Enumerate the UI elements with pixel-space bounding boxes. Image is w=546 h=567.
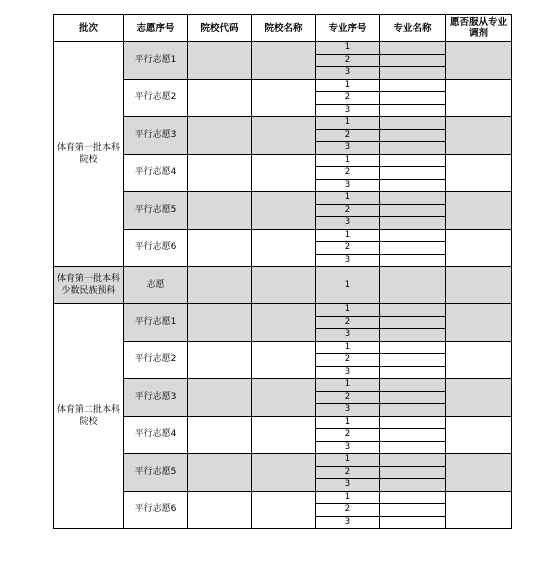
major-order-cell: 2	[316, 504, 380, 517]
batch-cell: 体育第一批本科院校	[54, 42, 124, 267]
major-name-cell[interactable]	[380, 304, 446, 317]
choice-label: 平行志愿3	[124, 379, 188, 417]
major-order-cell: 1	[316, 491, 380, 504]
choice-label: 平行志愿5	[124, 192, 188, 230]
major-name-cell[interactable]	[380, 316, 446, 329]
choice-label: 平行志愿6	[124, 491, 188, 529]
major-order-cell: 2	[316, 242, 380, 255]
school-code-cell[interactable]	[188, 42, 252, 80]
major-name-cell[interactable]	[380, 242, 446, 255]
major-order-cell: 1	[316, 454, 380, 467]
major-order-cell: 3	[316, 366, 380, 379]
major-order-cell: 3	[316, 217, 380, 230]
major-order-cell: 3	[316, 142, 380, 155]
choice-label: 平行志愿1	[124, 42, 188, 80]
major-name-cell[interactable]	[380, 42, 446, 55]
major-name-cell[interactable]	[380, 391, 446, 404]
major-order-cell: 2	[316, 316, 380, 329]
major-order-cell: 1	[316, 379, 380, 392]
major-name-cell[interactable]	[380, 404, 446, 417]
major-order-cell: 2	[316, 354, 380, 367]
school-name-cell[interactable]	[252, 117, 316, 155]
major-order-cell: 2	[316, 429, 380, 442]
major-order-cell: 1	[316, 229, 380, 242]
major-order-cell: 1	[316, 304, 380, 317]
major-name-cell[interactable]	[380, 92, 446, 105]
accept-adjustment-cell[interactable]	[446, 304, 512, 342]
accept-adjustment-cell[interactable]	[446, 192, 512, 230]
major-name-cell[interactable]	[380, 217, 446, 230]
choice-label: 平行志愿4	[124, 416, 188, 454]
accept-adjustment-cell[interactable]	[446, 341, 512, 379]
major-name-cell[interactable]	[380, 429, 446, 442]
major-name-cell[interactable]	[380, 329, 446, 342]
major-order-cell: 2	[316, 54, 380, 67]
major-name-cell[interactable]	[380, 204, 446, 217]
major-name-cell[interactable]	[380, 117, 446, 130]
header-school-name: 院校名称	[252, 15, 316, 42]
major-name-cell[interactable]	[380, 154, 446, 167]
major-order-cell: 2	[316, 466, 380, 479]
major-name-cell[interactable]	[380, 516, 446, 529]
major-name-cell[interactable]	[380, 379, 446, 392]
school-name-cell[interactable]	[252, 341, 316, 379]
school-code-cell[interactable]	[188, 154, 252, 192]
major-name-cell[interactable]	[380, 416, 446, 429]
school-code-cell[interactable]	[188, 491, 252, 529]
header-row	[54, 15, 512, 42]
accept-adjustment-cell[interactable]	[446, 117, 512, 155]
school-code-cell[interactable]	[188, 416, 252, 454]
school-code-cell[interactable]	[188, 192, 252, 230]
major-order-cell: 3	[316, 179, 380, 192]
major-name-cell[interactable]	[380, 142, 446, 155]
major-order-cell: 3	[316, 404, 380, 417]
school-name-cell[interactable]	[252, 416, 316, 454]
major-order-cell: 3	[316, 329, 380, 342]
header-accept-adjustment: 愿否服从专业调剂	[446, 15, 512, 42]
school-name-cell[interactable]	[252, 42, 316, 80]
major-name-cell[interactable]	[380, 466, 446, 479]
major-name-cell[interactable]	[380, 254, 446, 267]
major-order-cell: 1	[316, 42, 380, 55]
header-school-code: 院校代码	[188, 15, 252, 42]
school-name-cell[interactable]	[252, 192, 316, 230]
choice-label: 平行志愿2	[124, 79, 188, 117]
school-name-cell[interactable]	[252, 454, 316, 492]
table-row	[54, 267, 512, 304]
school-name-cell[interactable]	[252, 304, 316, 342]
accept-adjustment-cell[interactable]	[446, 229, 512, 267]
major-order-cell: 2	[316, 391, 380, 404]
batch-cell: 体育第二批本科院校	[54, 304, 124, 529]
major-name-cell[interactable]	[380, 441, 446, 454]
batch-cell: 体育第一批本科少数民族预科	[54, 267, 124, 304]
table-row	[54, 304, 512, 317]
school-code-cell[interactable]	[188, 379, 252, 417]
major-name-cell[interactable]	[380, 354, 446, 367]
major-order-cell: 3	[316, 254, 380, 267]
major-order-cell: 1	[316, 117, 380, 130]
school-code-cell[interactable]	[188, 117, 252, 155]
major-name-cell[interactable]	[380, 79, 446, 92]
accept-adjustment-cell[interactable]	[446, 416, 512, 454]
major-name-cell[interactable]	[380, 454, 446, 467]
major-name-cell[interactable]	[380, 491, 446, 504]
major-order-cell: 3	[316, 479, 380, 492]
major-order-cell: 1	[316, 192, 380, 205]
major-name-cell[interactable]	[380, 192, 446, 205]
school-name-cell[interactable]	[252, 229, 316, 267]
school-name-cell[interactable]	[252, 154, 316, 192]
school-code-cell[interactable]	[188, 304, 252, 342]
major-name-cell[interactable]	[380, 229, 446, 242]
accept-adjustment-cell[interactable]	[446, 454, 512, 492]
major-name-cell[interactable]	[380, 67, 446, 80]
major-order-cell: 2	[316, 92, 380, 105]
header-batch: 批次	[54, 15, 124, 42]
major-order-cell: 3	[316, 104, 380, 117]
major-name-cell[interactable]	[380, 366, 446, 379]
volunteer-form-table	[53, 14, 512, 529]
school-name-cell[interactable]	[252, 267, 316, 304]
major-order-cell: 3	[316, 516, 380, 529]
choice-label: 平行志愿1	[124, 304, 188, 342]
major-order-cell: 1	[316, 154, 380, 167]
choice-label: 平行志愿5	[124, 454, 188, 492]
choice-label: 志愿	[124, 267, 188, 304]
accept-adjustment-cell[interactable]	[446, 79, 512, 117]
school-code-cell[interactable]	[188, 79, 252, 117]
table-row	[54, 42, 512, 55]
header-major-name: 专业名称	[380, 15, 446, 42]
school-code-cell[interactable]	[188, 267, 252, 304]
major-name-cell[interactable]	[380, 479, 446, 492]
major-name-cell[interactable]	[380, 104, 446, 117]
school-name-cell[interactable]	[252, 79, 316, 117]
accept-adjustment-cell[interactable]	[446, 267, 512, 304]
school-name-cell[interactable]	[252, 491, 316, 529]
accept-adjustment-cell[interactable]	[446, 491, 512, 529]
major-order-cell: 1	[316, 341, 380, 354]
school-code-cell[interactable]	[188, 229, 252, 267]
major-name-cell[interactable]	[380, 179, 446, 192]
major-name-cell[interactable]	[380, 341, 446, 354]
major-order-cell: 2	[316, 204, 380, 217]
choice-label: 平行志愿4	[124, 154, 188, 192]
header-major-order: 专业序号	[316, 15, 380, 42]
major-name-cell[interactable]	[380, 54, 446, 67]
major-name-cell[interactable]	[380, 504, 446, 517]
major-order-cell: 2	[316, 167, 380, 180]
accept-adjustment-cell[interactable]	[446, 379, 512, 417]
major-name-cell[interactable]	[380, 267, 446, 304]
school-code-cell[interactable]	[188, 341, 252, 379]
major-order-cell: 1	[316, 416, 380, 429]
school-name-cell[interactable]	[252, 379, 316, 417]
choice-label: 平行志愿6	[124, 229, 188, 267]
choice-label: 平行志愿2	[124, 341, 188, 379]
school-code-cell[interactable]	[188, 454, 252, 492]
major-order-cell: 2	[316, 129, 380, 142]
accept-adjustment-cell[interactable]	[446, 154, 512, 192]
accept-adjustment-cell[interactable]	[446, 42, 512, 80]
major-order-cell: 3	[316, 441, 380, 454]
major-name-cell[interactable]	[380, 167, 446, 180]
major-order-cell: 3	[316, 67, 380, 80]
choice-label: 平行志愿3	[124, 117, 188, 155]
major-name-cell[interactable]	[380, 129, 446, 142]
major-order-cell: 1	[316, 267, 380, 304]
header-choice-order: 志愿序号	[124, 15, 188, 42]
major-order-cell: 1	[316, 79, 380, 92]
